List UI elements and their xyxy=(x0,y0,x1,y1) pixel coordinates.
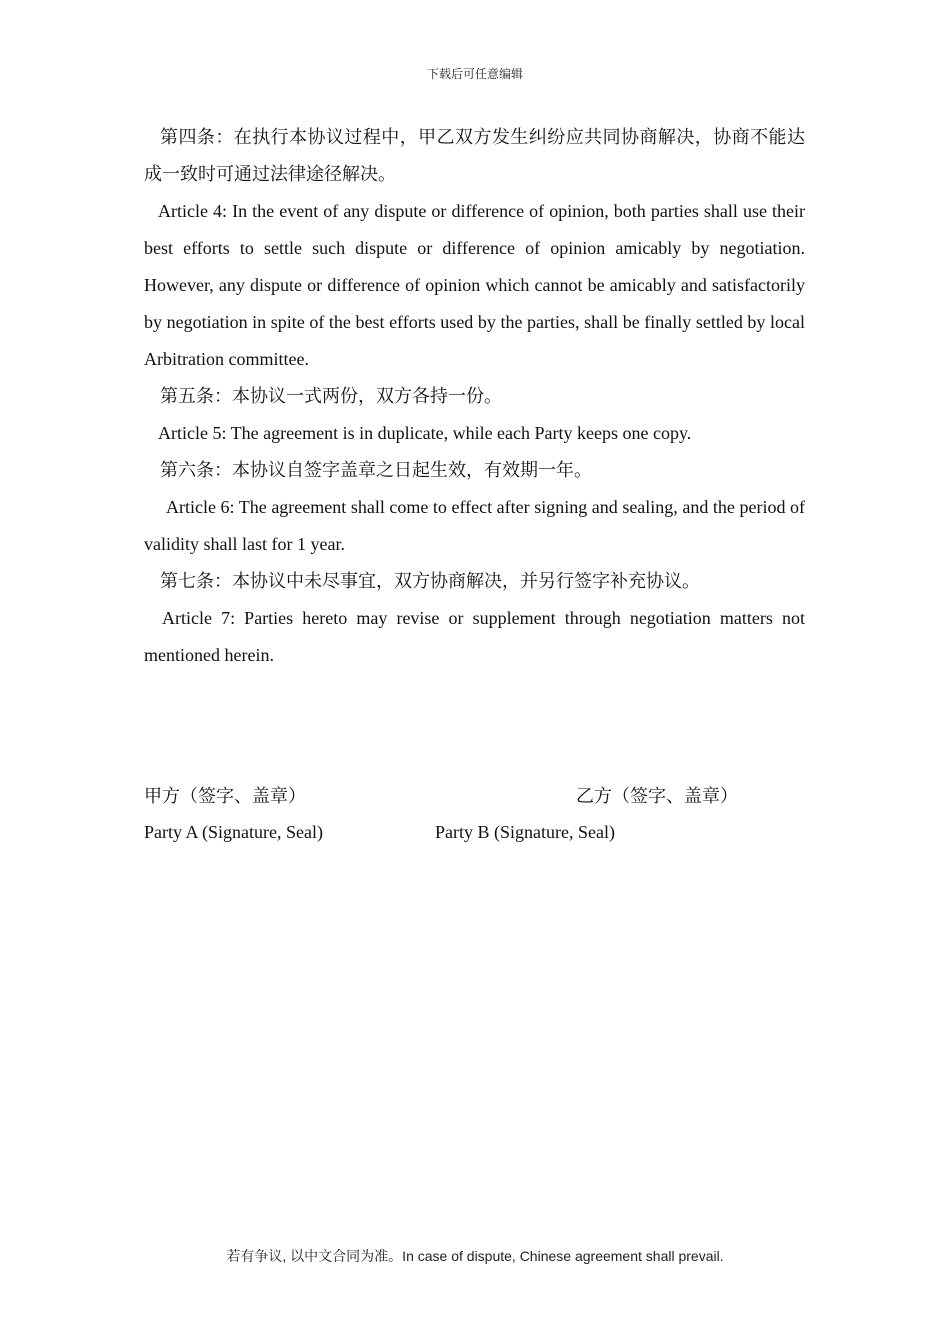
article-5-en: Article 5: The agreement is in duplicate, while each Party keeps one copy. xyxy=(158,423,692,443)
article-6-en: Article 6: The agreement shall come to effect after signing and sealing, and the period of validity shall last for 1 year. xyxy=(144,497,805,554)
article-4-en: Article 4: In the event of any dispute or difference of opinion, both parties shall use their best efforts to settle such dispute or difference of opinion amicably by negotiation. However, any dispute or difference of opinion which cannot be amicably and satisfactorily by negotiation in spite of the best efforts used by the parties, shall be finally settled by local Arbitration committee. xyxy=(144,201,805,369)
party-a-signature-label-en: Party A (Signature, Seal) xyxy=(144,822,323,842)
signature-row-chinese xyxy=(144,782,805,810)
article-7-en: Article 7: Parties hereto may revise or supplement through negotiation matters not mentioned herein. xyxy=(144,608,805,665)
agreement-body xyxy=(144,119,805,674)
party-b-signature-label-cn: 乙方（签字、盖章） xyxy=(576,786,738,806)
article-6-cn: 第六条：本协议自签字盖章之日起生效，有效期一年。 xyxy=(160,460,592,480)
signature-row-english xyxy=(144,818,805,846)
article-5-cn: 第五条：本协议一式两份，双方各持一份。 xyxy=(160,386,502,406)
article-4-cn: 第四条：在执行本协议过程中，甲乙双方发生纠纷应共同协商解决，协商不能达成一致时可通过法律途径解决。 xyxy=(144,127,805,184)
party-b-signature-label-en: Party B (Signature, Seal) xyxy=(435,822,615,842)
page-footer: 若有争议, 以中文合同为准。In case of dispute, Chinese agreement shall prevail. xyxy=(226,1248,724,1264)
article-7-cn: 第七条：本协议中未尽事宜，双方协商解决，并另行签字补充协议。 xyxy=(160,571,700,591)
party-a-signature-label-cn: 甲方（签字、盖章） xyxy=(144,786,306,806)
page-header: 下载后可任意编辑 xyxy=(426,67,523,81)
